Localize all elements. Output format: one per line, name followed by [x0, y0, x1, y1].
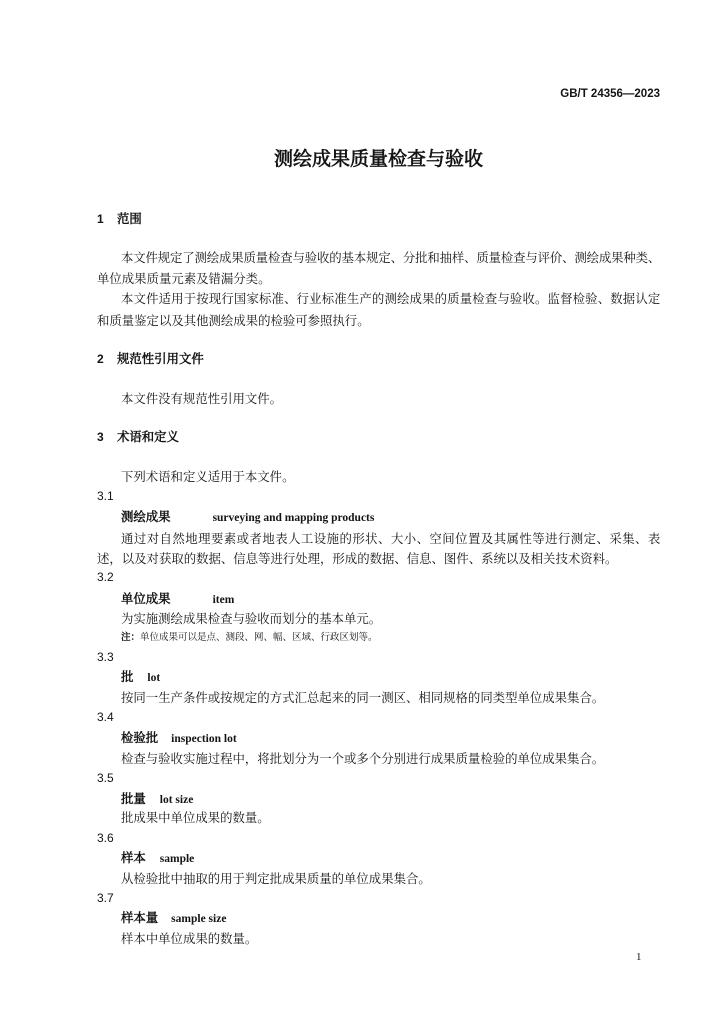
page-number: 1	[636, 951, 642, 963]
section-title: 规范性引用文件	[117, 351, 204, 366]
term-note	[121, 633, 378, 643]
term-entry	[121, 852, 194, 866]
definition-line: 通过对自然地理要素或者地表人工设施的形状、大小、空间位置及其属性等进行测定、采集、表	[121, 531, 660, 546]
definition-line: 述，以及对获取的数据、信息等进行处理，形成的数据、信息、图件、系统以及相关技术资料。	[97, 551, 618, 566]
term-entry	[121, 793, 193, 807]
definition-line: 为实施测绘成果检查与验收而划分的基本单元。	[121, 611, 382, 626]
standard-number: GB/T 24356—2023	[560, 88, 660, 100]
term-chinese: 样本量	[121, 910, 159, 925]
term-entry	[121, 912, 226, 926]
paragraph-line: 和质量鉴定以及其他测绘成果的检验可参照执行。	[97, 313, 370, 328]
definition-line: 检查与验收实施过程中，将批划分为一个或多个分别进行成果质量检验的单位成果集合。	[121, 751, 605, 766]
section-heading-1	[97, 213, 142, 225]
paragraph-line: 单位成果质量元素及错漏分类。	[97, 271, 271, 286]
section-title: 范围	[117, 211, 142, 226]
term-entry	[121, 593, 234, 607]
term-number: 3.4	[97, 710, 114, 724]
term-chinese: 样本	[121, 850, 146, 865]
definition-line: 按同一生产条件或按规定的方式汇总起来的同一测区、相同规格的同类型单位成果集合。	[121, 690, 605, 705]
term-number: 3.3	[97, 650, 114, 664]
term-english: sample size	[171, 913, 227, 925]
definition-line: 批成果中单位成果的数量。	[121, 810, 270, 825]
term-number: 3.5	[97, 771, 114, 785]
term-chinese: 批量	[121, 791, 146, 806]
term-chinese: 测绘成果	[121, 509, 171, 524]
section-heading-2	[97, 353, 204, 365]
definition-line: 样本中单位成果的数量。	[121, 931, 258, 946]
term-english: lot	[147, 672, 161, 684]
term-english: lot size	[159, 794, 194, 806]
term-number: 3.1	[97, 489, 114, 503]
term-english: inspection lot	[171, 733, 237, 745]
term-chinese: 单位成果	[121, 591, 171, 606]
term-entry	[121, 511, 374, 525]
section-title: 术语和定义	[117, 429, 179, 444]
paragraph-line: 本文件适用于按现行国家标准、行业标准生产的测绘成果的质量检查与验收。监督检验、数据认定	[121, 291, 660, 306]
definition-line: 从检验批中抽取的用于判定批成果质量的单位成果集合。	[121, 871, 431, 886]
term-chinese: 检验批	[121, 730, 159, 745]
term-english: surveying and mapping products	[212, 512, 375, 524]
section-number: 1	[97, 212, 104, 226]
note-label: 注：	[121, 632, 141, 643]
term-number: 3.6	[97, 831, 114, 845]
term-english: sample	[159, 853, 195, 865]
term-english: item	[212, 594, 235, 606]
section-number: 2	[97, 352, 104, 366]
document-title: 测绘成果质量检查与验收	[273, 148, 483, 170]
term-chinese: 批	[121, 669, 134, 684]
paragraph-line: 下列术语和定义适用于本文件。	[121, 469, 295, 484]
note-text: 单位成果可以是点、测段、网、幅、区域、行政区划等。	[140, 632, 378, 643]
paragraph-line: 本文件没有规范性引用文件。	[121, 391, 283, 406]
section-number: 3	[97, 430, 104, 444]
paragraph-line: 本文件规定了测绘成果质量检查与验收的基本规定、分批和抽样、质量检查与评价、测绘成果种类、	[121, 250, 660, 265]
term-entry	[121, 671, 160, 685]
term-entry	[121, 732, 237, 746]
term-number: 3.2	[97, 570, 114, 584]
section-heading-3	[97, 431, 179, 443]
term-number: 3.7	[97, 891, 114, 905]
